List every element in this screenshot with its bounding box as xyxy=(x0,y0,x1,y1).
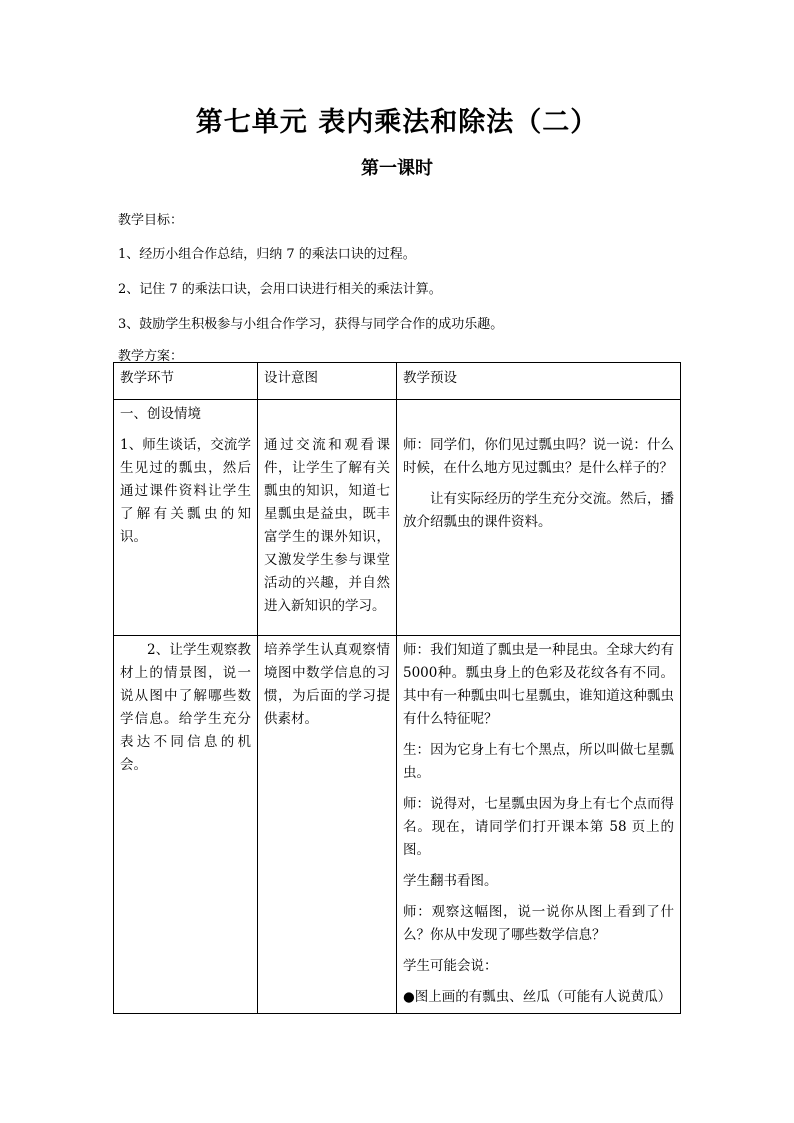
row2-preset-7: ●图上画的有瓢虫、丝瓜（可能有人说黄瓜） xyxy=(403,989,672,1005)
table-row xyxy=(114,636,681,1014)
row1-stage-cell xyxy=(114,400,258,636)
lesson-subtitle: 第一课时 xyxy=(361,158,433,179)
row2-step: 2、让学生观察教材上的情景图，说一说从图中了解哪些数学信息。给学生充分表达不同信息的机会。 xyxy=(120,642,251,773)
header-teaching-stage: 教学环节 xyxy=(114,363,258,400)
table-header-row xyxy=(114,363,681,400)
row2-stage-cell xyxy=(114,636,258,1014)
table-row xyxy=(114,400,681,636)
objective-3: 3、鼓励学生积极参与小组合作学习，获得与同学合作的成功乐趣。 xyxy=(118,317,504,332)
row2-preset-6: 学生可能会说： xyxy=(403,958,498,974)
objectives-heading: 教学目标： xyxy=(118,213,184,228)
row2-preset-cell xyxy=(397,636,681,1014)
header-teaching-preset: 教学预设 xyxy=(397,363,681,400)
objective-1: 1、经历小组合作总结，归纳 7 的乘法口诀的过程。 xyxy=(118,247,416,262)
lesson-plan-table xyxy=(113,362,681,1014)
row2-preset-4: 学生翻书看图。 xyxy=(403,873,498,889)
row2-intent: 培养学生认真观察情境图中数学信息的习惯，为后面的学习提供素材。 xyxy=(264,642,390,727)
row1-section-label: 一、创设情境 xyxy=(120,406,201,422)
objective-2: 2、记住 7 的乘法口诀，会用口诀进行相关的乘法计算。 xyxy=(118,282,442,297)
row1-preset-1: 师：同学们，你们见过瓢虫吗？说一说：什么时候，在什么地方见过瓢虫？是什么样子的？ xyxy=(403,437,674,476)
row2-preset-5: 师：观察这幅图，说一说你从图上看到了什么？你从中发现了哪些数学信息？ xyxy=(403,904,674,943)
row2-preset-1: 师：我们知道了瓢虫是一种昆虫。全球大约有5000种。瓢虫身上的色彩及花纹各有不同。其中有一种瓢虫叫七星瓢虫，谁知道这种瓢虫有什么特征呢？ xyxy=(403,642,674,727)
row1-preset-2: 让有实际经历的学生充分交流。然后，播放介绍瓢虫的课件资料。 xyxy=(403,491,674,530)
plan-heading: 教学方案： xyxy=(118,349,184,364)
row1-intent: 通过交流和观看课件，让学生了解有关瓢虫的知识，知道七星瓢虫是益虫，既丰富学生的课外知识，又激发学生参与课堂活动的兴趣，并自然进入新知识的学习。 xyxy=(264,437,390,614)
row2-preset-3: 师：说得对，七星瓢虫因为身上有七个点而得名。现在，请同学们打开课本第 58 页上的图。 xyxy=(403,796,674,858)
row1-step: 1、师生谈话，交流学生见过的瓢虫，然后通过课件资料让学生了解有关瓢虫的知识。 xyxy=(120,437,251,545)
row2-preset-2: 生：因为它身上有七个黑点，所以叫做七星瓢虫。 xyxy=(403,742,674,781)
header-design-intent: 设计意图 xyxy=(258,363,397,400)
page-title: 第七单元 表内乘法和除法（二） xyxy=(195,107,599,138)
row1-intent-cell xyxy=(258,400,397,636)
row2-intent-cell xyxy=(258,636,397,1014)
row1-preset-cell xyxy=(397,400,681,636)
